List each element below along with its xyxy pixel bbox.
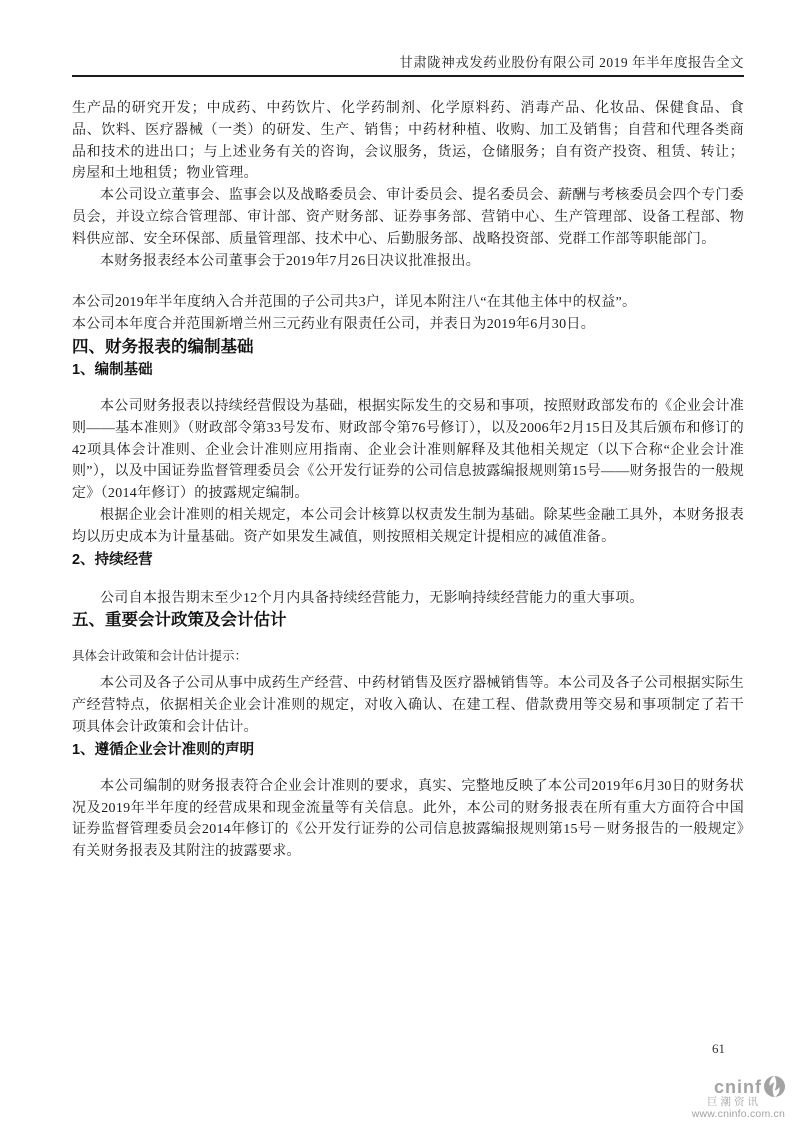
subsection-heading-going-concern: 2、持续经营 <box>72 551 153 568</box>
paragraph-policies-intro: 本公司及各子公司从事中成药生产经营、中药材销售及医疗器械销售等。本公司及各子公司根据实际生产经营特点，依据相关企业会计准则的规定，对收入确认、在建工程、借款费用等交易和事项制定了若干项具体会计政策和会计估计。 <box>72 676 744 735</box>
cninfo-brand-text: cninf <box>714 1076 762 1097</box>
cninfo-url: www.cninfo.com.cn <box>691 1108 785 1120</box>
header-divider <box>72 75 744 77</box>
header-title: 甘肃陇神戎发药业股份有限公司 2019 年半年度报告全文 <box>399 55 744 70</box>
paragraph-consolidation-scope-2: 本公司本年度合并范围新增兰州三元药业有限责任公司，并表日为2019年6月30日。 <box>72 317 595 333</box>
subsection-heading-basis: 1、编制基础 <box>72 361 153 378</box>
cninfo-logo-row <box>692 1076 785 1097</box>
page-number: 61 <box>712 1041 725 1056</box>
page-content <box>72 0 744 863</box>
section-heading-accounting-policies: 五、重要会计政策及会计估计 <box>72 611 287 630</box>
paragraph-consolidation-scope-1: 本公司2019年半年度纳入合并范围的子公司共3户，详见本附注八“在其他主体中的权益”。 <box>72 295 637 311</box>
paragraph-committees: 本公司设立董事会、监事会以及战略委员会、审计委员会、提名委员会、薪酬与考核委员会四个专门委员会，并设立综合管理部、审计部、资产财务部、证券事务部、营销中心、生产管理部、设备工程部、物料供应部、安全环保部、质量管理部、技术中心、后勤服务部、战略投资部、党群工作部等职能部门。 <box>72 188 744 247</box>
subsection-heading-compliance-statement: 1、遵循企业会计准则的声明 <box>72 741 255 758</box>
paragraph-business-scope: 生产品的研究开发；中成药、中药饮片、化学药制剂、化学原料药、消毒产品、化妆品、保健食品、食品、饮料、医疗器械（一类）的研发、生产、销售；中药材种植、收购、加工及销售；自营和代理各类商品和技术的进出口；与上述业务有关的咨询，会议服务，货运，仓储服务；自有资产投资、租赁、转让；房屋和土地租赁；物业管理。 <box>72 101 744 182</box>
paragraph-basis-1: 本公司财务报表以持续经营假设为基础，根据实际发生的交易和事项，按照财政部发布的《企业会计准则——基本准则》（财政部令第33号发布、财政部令第76号修订），以及2006年2月15日及其后颁布和修订的42项具体会计准则、企业会计准则应用指南、企业会计准则解释及其他相关规定（以下合称“企业会计准则”），以及中国证券监督管理委员会《公开发行证券的公司信息披露编报规则第15号——财务报告的一般规定》（2014年修订）的披露规定编制。 <box>72 398 744 502</box>
section-heading-preparation-basis: 四、财务报表的编制基础 <box>72 337 254 356</box>
swirl-icon <box>764 1076 785 1097</box>
cninfo-logo <box>692 1076 785 1121</box>
note-policies-hint: 具体会计政策和会计估计提示： <box>72 649 248 664</box>
paragraph-basis-2: 根据企业会计准则的相关规定，本公司会计核算以权责发生制为基础。除某些金融工具外，本财务报表均以历史成本为计量基础。资产如果发生减值，则按照相关规定计提相应的减值准备。 <box>72 507 744 545</box>
paragraph-approval: 本财务报表经本公司董事会于2019年7月26日决议批准报出。 <box>100 253 480 269</box>
cninfo-chinese-name: 巨潮资讯 <box>707 1096 761 1108</box>
paragraph-going-concern: 公司自本报告期末至少12个月内具备持续经营能力，无影响持续经营能力的重大事项。 <box>100 590 644 606</box>
paragraph-compliance-statement: 本公司编制的财务报表符合企业会计准则的要求，真实、完整地反映了本公司2019年6月30日的财务状况及2019年半年度的经营成果和现金流量等有关信息。此外，本公司的财务报表在所有重大方面符合中国证券监督管理委员会2014年修订的《公开发行证券的公司信息披露编报规则第15号－财务报告的一般规定》有关财务报表及其附注的披露要求。 <box>72 778 744 860</box>
